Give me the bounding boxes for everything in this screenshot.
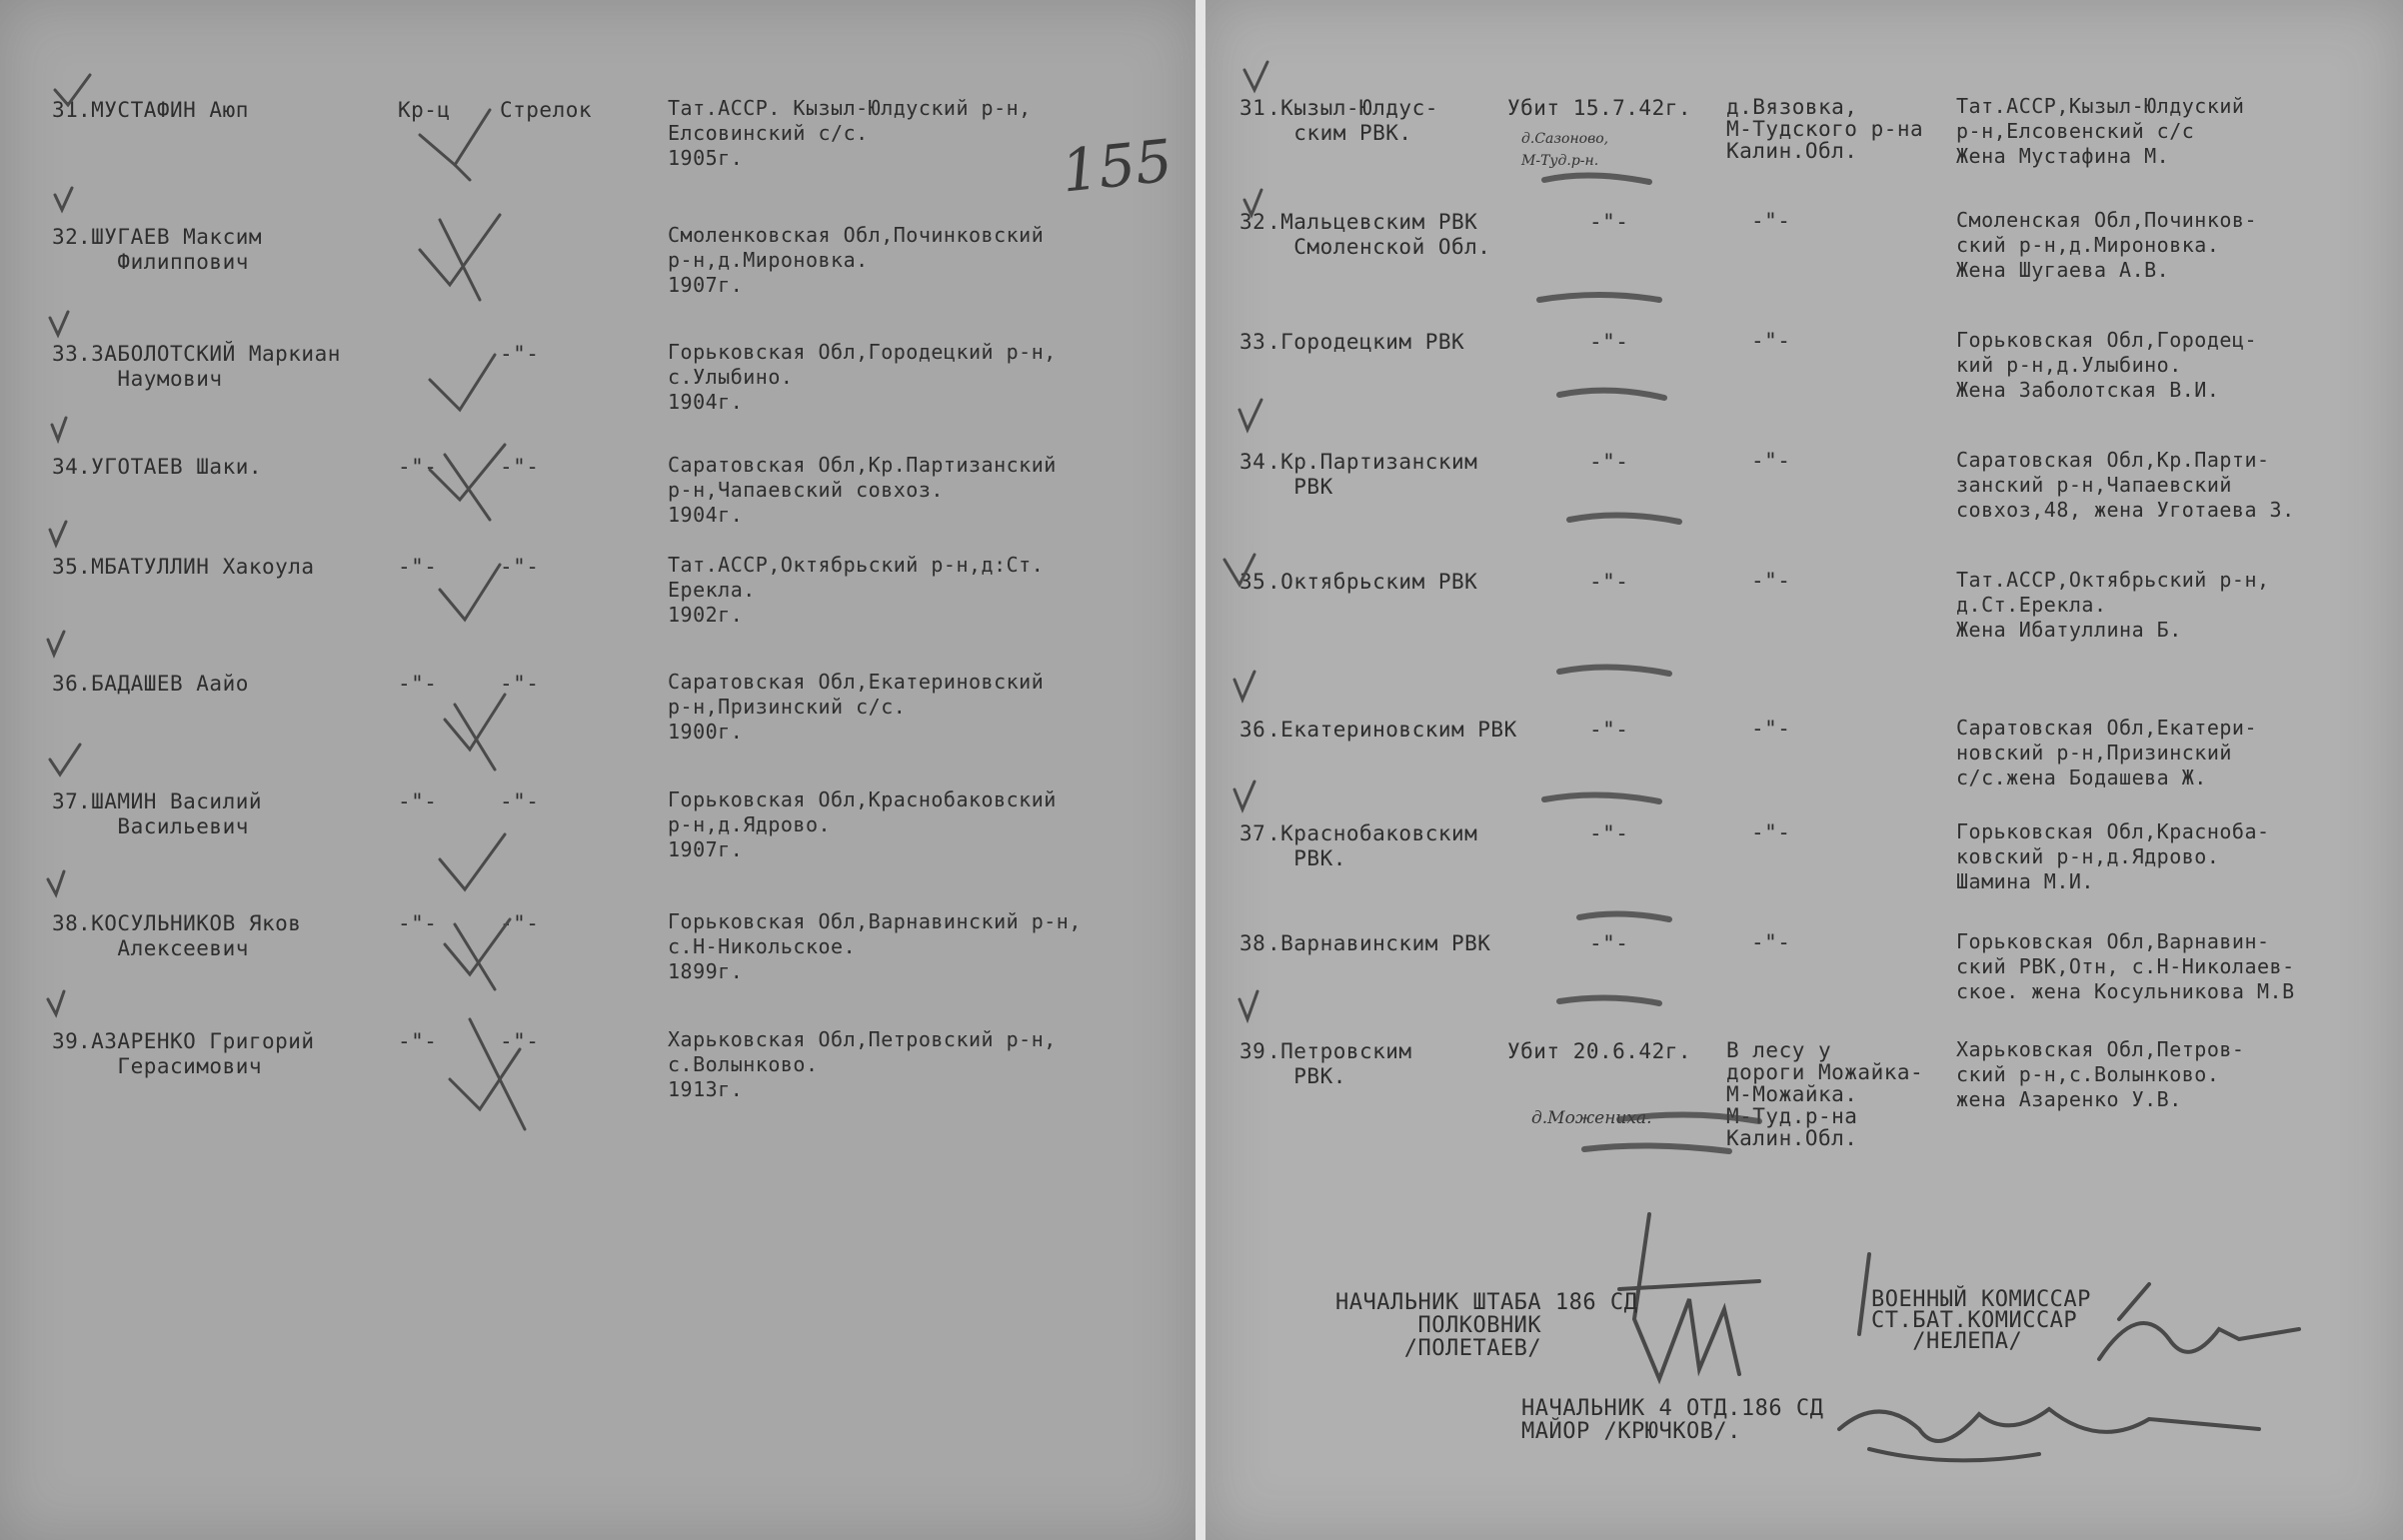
place-of-death: -"- — [1751, 449, 1791, 473]
row39-handwritten-place: д.Моженихa. — [1531, 1108, 1652, 1128]
row-number: 39 — [52, 1029, 79, 1053]
next-of-kin-address: Горьковская Обл,Красноба- ковский р-н,д.Ядрово. Шамина М.И. — [1956, 819, 2270, 893]
fate: -"- — [1589, 718, 1629, 742]
rank: -"- — [398, 911, 438, 935]
conscription-office: .Краснобаковским РВК. — [1267, 821, 1478, 870]
next-of-kin-address: Горьковская Обл,Варнавин- ский РВК,Отн, с.Н-Николаев- ское. жена Косульникова М.В — [1956, 929, 2295, 1003]
soldier-name: .УГОТАЕВ Шаки. — [78, 455, 263, 479]
row-number: 33 — [1239, 330, 1266, 354]
dept-chief-signature-block: НАЧАЛЬНИК 4 ОТД.186 СД МАЙОР /КРЮЧКОВ/. — [1521, 1396, 1824, 1444]
fate: -"- — [1589, 821, 1629, 845]
soldier-name: .БАДАШЕВ Аайо — [78, 672, 249, 696]
fate: -"- — [1589, 330, 1629, 354]
row-number: 38 — [52, 911, 79, 935]
next-of-kin-address: Харьковская Обл,Петров- ский р-н,с.Волынково. жена Азаренко У.В. — [1956, 1037, 2245, 1111]
birth-address: Тат.АССР,Октябрьский р-н,д:Ст. Ерекла. 1902г. — [668, 553, 1045, 627]
conscription-office: .Городецким РВК — [1267, 330, 1465, 354]
position: -"- — [500, 455, 540, 479]
position: -"- — [500, 342, 540, 366]
conscription-office: .Мальцевским РВК Смоленской Обл. — [1267, 210, 1491, 259]
place-of-death: -"- — [1751, 329, 1791, 353]
fate: Убит 15.7.42г. — [1507, 96, 1692, 120]
fate: -"- — [1589, 450, 1629, 474]
place-of-death: д.Вязовка, М-Тудского р-на Калин.Обл. — [1726, 95, 1924, 163]
soldier-name: .ШУГАЕВ Максим Филиппович — [78, 225, 263, 274]
page-number: 155 — [1058, 126, 1176, 206]
fate: -"- — [1589, 570, 1629, 594]
place-of-death: В лесу у дороги Можайка- М-Можайка. М-Туд.р-на Калин.Обл. — [1726, 1038, 1924, 1150]
row31-handwritten-place: д.Сазоново, М-Туд.р-н. — [1521, 131, 1609, 169]
next-of-kin-address: Саратовская Обл,Кр.Парти- занский р-н,Чапаевский совхоз,48, жена Уготаева З. — [1956, 448, 2295, 522]
place-of-death: -"- — [1751, 820, 1791, 844]
row-number: 33 — [52, 342, 79, 366]
conscription-office: .Петровским РВК. — [1267, 1039, 1412, 1088]
conscription-office: .Екатериновским РВК — [1267, 718, 1517, 742]
row-number: 35 — [52, 555, 79, 579]
birth-address: Горьковская Обл,Варнавинский р-н, с.Н-Никольское. 1899г. — [668, 909, 1082, 983]
conscription-office: .Кр.Партизанским РВК — [1267, 450, 1478, 499]
soldier-name: .ЗАБОЛОТСКИЙ Маркиан Наумович — [78, 342, 341, 391]
place-of-death: -"- — [1751, 569, 1791, 593]
row-number: 34 — [52, 455, 79, 479]
position: -"- — [500, 555, 540, 579]
row-number: 32 — [1239, 210, 1266, 234]
row-number: 31 — [52, 98, 79, 122]
row-number: 34 — [1239, 450, 1266, 474]
place-of-death: -"- — [1751, 717, 1791, 741]
row-number: 35 — [1239, 570, 1266, 594]
fate: -"- — [1589, 210, 1629, 234]
row-number: 37 — [52, 789, 79, 813]
next-of-kin-address: Смоленская Обл,Починков- ский р-н,д.Мироновка. Жена Шугаева А.В. — [1956, 208, 2257, 282]
rank: -"- — [398, 1029, 438, 1053]
position: -"- — [500, 789, 540, 813]
rank: -"- — [398, 672, 438, 696]
row-number: 37 — [1239, 821, 1266, 845]
next-of-kin-address: Тат.АССР,Кызыл-Юлдуский р-н,Елсовенский с/с Жена Мустафина М. — [1956, 94, 2245, 168]
conscription-office: .Октябрьским РВК — [1267, 570, 1478, 594]
birth-address: Харьковская Обл,Петровский р-н, с.Волынково. 1913г. — [668, 1027, 1057, 1101]
fate: Убит 20.6.42г. — [1507, 1039, 1692, 1063]
soldier-name: .КОСУЛЬНИКОВ Яков Алексеевич — [78, 911, 302, 960]
birth-address: Горьковская Обл,Городецкий р-н, с.Улыбино. 1904г. — [668, 340, 1057, 414]
soldier-name: .ШАМИН Василий Васильевич — [78, 789, 263, 838]
next-of-kin-address: Горьковская Обл,Городец- кий р-н,д.Улыбино. Жена Заболотская В.И. — [1956, 328, 2257, 402]
chief-of-staff-signature-block: НАЧАЛЬНИК ШТАБА 186 СД ПОЛКОВНИК /ПОЛЕТАЕВ/ — [1335, 1290, 1638, 1361]
position: -"- — [500, 1029, 540, 1053]
row-number: 36 — [1239, 718, 1266, 742]
soldier-name: .МУСТАФИН Аюп — [78, 98, 249, 122]
page-gutter — [1196, 0, 1205, 1540]
soldier-name: .АЗАРЕНКО Григорий Герасимович — [78, 1029, 315, 1078]
next-of-kin-address: Саратовская Обл,Екатери- новский р-н,Призинский с/с.жена Бодашева Ж. — [1956, 716, 2257, 789]
commissar-signature-block: ВОЕННЫЙ КОМИССАР СТ.БАТ.КОМИССАР /НЕЛЕПА/ — [1871, 1287, 2091, 1354]
fate: -"- — [1589, 931, 1629, 955]
place-of-death: -"- — [1751, 930, 1791, 954]
birth-address: Тат.АССР. Кызыл-Юлдуский р-н, Елсовинский с/с. 1905г. — [668, 96, 1032, 170]
position: Стрелок — [500, 98, 593, 122]
row-number: 36 — [52, 672, 79, 696]
birth-address: Горьковская Обл,Краснобаковский р-н,д.Ядрово. 1907г. — [668, 787, 1057, 861]
row-number: 32 — [52, 225, 79, 249]
conscription-office: .Кызыл-Юлдус- ским РВК. — [1267, 96, 1438, 145]
rank: -"- — [398, 555, 438, 579]
place-of-death: -"- — [1751, 209, 1791, 233]
row-number: 39 — [1239, 1039, 1266, 1063]
position: -"- — [500, 911, 540, 935]
row-number: 31 — [1239, 96, 1266, 120]
rank: -"- — [398, 789, 438, 813]
rank: Кр-ц — [398, 98, 451, 122]
birth-address: Саратовская Обл,Кр.Партизанский р-н,Чапаевский совхоз. 1904г. — [668, 453, 1057, 527]
position: -"- — [500, 672, 540, 696]
next-of-kin-address: Тат.АССР,Октябрьский р-н, д.Ст.Ерекла. Жена Ибатуллина Б. — [1956, 568, 2270, 642]
birth-address: Смоленковская Обл,Починковский р-н,д.Мироновка. 1907г. — [668, 223, 1045, 297]
rank: -"- — [398, 455, 438, 479]
soldier-name: .МБАТУЛЛИН Хакоула — [78, 555, 315, 579]
birth-address: Саратовская Обл,Екатериновский р-н,Призинский с/с. 1900г. — [668, 670, 1045, 744]
row-number: 38 — [1239, 931, 1266, 955]
conscription-office: .Варнавинским РВК — [1267, 931, 1491, 955]
